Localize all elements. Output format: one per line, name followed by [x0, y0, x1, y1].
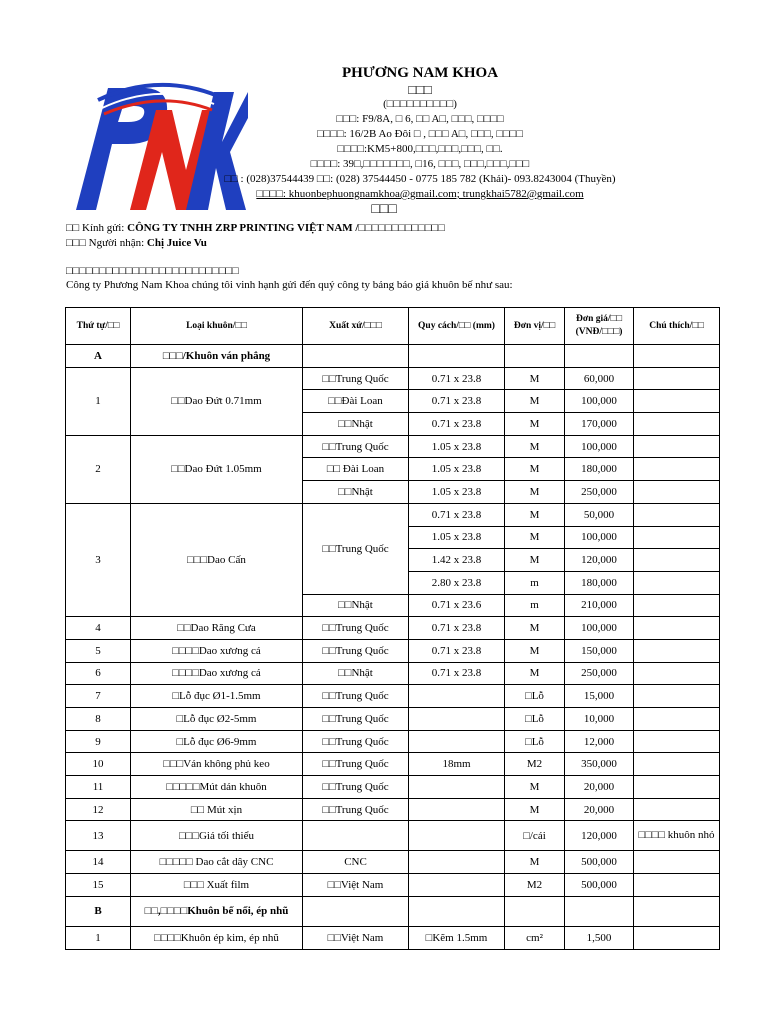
- cell-stt: 6: [66, 662, 131, 685]
- cell-price: 120,000: [565, 821, 634, 851]
- table-row: [66, 874, 720, 897]
- cell-note: [634, 390, 720, 413]
- recipient-company: [66, 221, 445, 235]
- cell-spec: 0.71 x 23.6: [409, 594, 505, 617]
- cell-note: [634, 458, 720, 481]
- cell-unit: M2: [505, 753, 565, 776]
- cell-note: [634, 798, 720, 821]
- cell-price: 20,000: [565, 798, 634, 821]
- cell-spec: 0.71 x 23.8: [409, 639, 505, 662]
- cell-note: [634, 708, 720, 731]
- col-header-note: Chú thích/□□: [634, 308, 720, 345]
- cell-stt: 2: [66, 435, 131, 503]
- cell-unit: M2: [505, 874, 565, 897]
- cell-spec: 1.42 x 23.8: [409, 549, 505, 572]
- table-row: [66, 798, 720, 821]
- cell-type: □□□□Dao xương cá: [131, 662, 303, 685]
- cell-type: □□Dao Đứt 0.71mm: [131, 367, 303, 435]
- cell-price: 250,000: [565, 662, 634, 685]
- cell-spec: 0.71 x 23.8: [409, 662, 505, 685]
- table-row: [66, 730, 720, 753]
- table-row: [66, 662, 720, 685]
- cell-spec: 0.71 x 23.8: [409, 503, 505, 526]
- cell-price: 100,000: [565, 390, 634, 413]
- cell-stt: 7: [66, 685, 131, 708]
- cell-spec: [409, 730, 505, 753]
- table-row: [66, 435, 720, 458]
- cell-price: 100,000: [565, 526, 634, 549]
- cell-type: □□□Dao Cấn: [131, 503, 303, 616]
- table-row: [66, 367, 720, 390]
- table-row: [66, 617, 720, 640]
- cell-type: □□Dao Đứt 1.05mm: [131, 435, 303, 503]
- cell-origin: □□Trung Quốc: [303, 639, 409, 662]
- cell-price: 120,000: [565, 549, 634, 572]
- cell-origin: □□Trung Quốc: [303, 798, 409, 821]
- cell-price: 60,000: [565, 367, 634, 390]
- cell-note: [634, 730, 720, 753]
- cell-note: [634, 776, 720, 799]
- cell-origin: □□Việt Nam: [303, 874, 409, 897]
- cell-note: □□□□ khuôn nhỏ: [634, 821, 720, 851]
- cell-note: [634, 874, 720, 897]
- cell-price: 20,000: [565, 776, 634, 799]
- cell-spec: 2.80 x 23.8: [409, 571, 505, 594]
- cell-origin: □□Trung Quốc: [303, 503, 409, 594]
- cell-origin: □□Trung Quốc: [303, 367, 409, 390]
- section-id: A: [66, 345, 131, 368]
- empty-cell: [565, 345, 634, 368]
- empty-cell: [303, 345, 409, 368]
- cell-type: □□□□□ Dao cắt dây CNC: [131, 851, 303, 874]
- section-name: □□,□□□□Khuôn bế nổi, ép nhũ: [131, 896, 303, 926]
- col-header-price: Đơn giá/□□ (VNĐ/□□□): [565, 308, 634, 345]
- cell-origin: □□Việt Nam: [303, 926, 409, 949]
- cell-origin: □□Nhật: [303, 481, 409, 504]
- cell-note: [634, 549, 720, 572]
- cell-origin: □□Nhật: [303, 413, 409, 436]
- cell-origin: □□Trung Quốc: [303, 753, 409, 776]
- cell-note: [634, 617, 720, 640]
- cell-price: 210,000: [565, 594, 634, 617]
- cell-spec: 1.05 x 23.8: [409, 458, 505, 481]
- cell-note: [634, 571, 720, 594]
- cell-origin: □□Nhật: [303, 594, 409, 617]
- cell-unit: M: [505, 526, 565, 549]
- company-name: PHƯƠNG NAM KHOA: [341, 65, 499, 81]
- cell-note: [634, 481, 720, 504]
- cell-price: 250,000: [565, 481, 634, 504]
- cell-spec: [409, 708, 505, 731]
- cell-unit: M: [505, 503, 565, 526]
- cell-type: □Lỗ đục Ø6-9mm: [131, 730, 303, 753]
- cell-spec: 1.05 x 23.8: [409, 435, 505, 458]
- address-line: □□□: F9/8A, □ 6, □□ A□, □□□, □□□□: [336, 113, 504, 125]
- cell-note: [634, 503, 720, 526]
- recipient-value: Chị Juice Vu: [146, 237, 207, 249]
- cell-note: [634, 435, 720, 458]
- cell-unit: M: [505, 639, 565, 662]
- cell-spec: [409, 821, 505, 851]
- price-table: [65, 307, 720, 950]
- contact-line: □□ : (028)37544439 □□: (028) 37544450 - 0775 185 782 (Khải)- 093.8243004 (Thuyền): [224, 173, 616, 185]
- cell-price: 500,000: [565, 874, 634, 897]
- cell-spec: [409, 851, 505, 874]
- cell-price: 350,000: [565, 753, 634, 776]
- table-header-row: [66, 308, 720, 345]
- empty-cell: [634, 345, 720, 368]
- cell-price: 15,000: [565, 685, 634, 708]
- cell-type: □□□□Khuôn ép kim, ép nhũ: [131, 926, 303, 949]
- cell-unit: M: [505, 549, 565, 572]
- address-line: □□□□: 39□,□□□□□□□, □16, □□□, □□□,□□□,□□□: [310, 158, 530, 170]
- cell-type: □Lỗ đục Ø2-5mm: [131, 708, 303, 731]
- table-section-row: [66, 345, 720, 368]
- cell-price: 180,000: [565, 458, 634, 481]
- cell-note: [634, 685, 720, 708]
- col-header-stt: Thứ tự/□□: [66, 308, 131, 345]
- cell-stt: 8: [66, 708, 131, 731]
- company-sub: (□□□□□□□□□□): [383, 98, 457, 110]
- table-row: [66, 851, 720, 874]
- col-header-origin: Xuất xứ/□□□: [303, 308, 409, 345]
- empty-cell: [505, 896, 565, 926]
- cell-origin: □□Trung Quốc: [303, 617, 409, 640]
- empty-cell: [505, 345, 565, 368]
- col-header-type: Loại khuôn/□□: [131, 308, 303, 345]
- cell-origin: □□ Đài Loan: [303, 458, 409, 481]
- cell-unit: M: [505, 390, 565, 413]
- table-section-row: [66, 896, 720, 926]
- section-id: B: [66, 896, 131, 926]
- table-row: [66, 639, 720, 662]
- cell-type: □□Dao Răng Cưa: [131, 617, 303, 640]
- cell-price: 180,000: [565, 571, 634, 594]
- empty-cell: [634, 896, 720, 926]
- company-name-cjk: □□□: [408, 82, 432, 97]
- cell-origin: [303, 821, 409, 851]
- table-row: [66, 685, 720, 708]
- cell-unit: □Lỗ: [505, 730, 565, 753]
- cell-stt: 1: [66, 926, 131, 949]
- table-row: [66, 708, 720, 731]
- cell-price: 50,000: [565, 503, 634, 526]
- cell-type: □□□Giá tối thiểu: [131, 821, 303, 851]
- cell-unit: □/cái: [505, 821, 565, 851]
- cell-stt: 13: [66, 821, 131, 851]
- cell-spec: 0.71 x 23.8: [409, 390, 505, 413]
- to-value: CÔNG TY TNHH ZRP PRINTING VIỆT NAM /□□□□□□□□□□□□□: [127, 222, 445, 234]
- cell-stt: 1: [66, 367, 131, 435]
- cell-unit: cm²: [505, 926, 565, 949]
- empty-cell: [409, 896, 505, 926]
- cell-stt: 4: [66, 617, 131, 640]
- empty-cell: [303, 896, 409, 926]
- table-row: [66, 503, 720, 526]
- cell-origin: □□Trung Quốc: [303, 685, 409, 708]
- intro-vi: Công ty Phương Nam Khoa chúng tôi vinh hạnh gửi đến quý công ty bảng báo giá khuôn bế như sau:: [66, 279, 513, 291]
- cell-spec: 1.05 x 23.8: [409, 481, 505, 504]
- cell-price: 100,000: [565, 617, 634, 640]
- cell-origin: □□Nhật: [303, 662, 409, 685]
- cell-stt: 15: [66, 874, 131, 897]
- cell-spec: 18mm: [409, 753, 505, 776]
- cell-origin: □□Trung Quốc: [303, 776, 409, 799]
- cell-type: □□□□Dao xương cá: [131, 639, 303, 662]
- empty-cell: [409, 345, 505, 368]
- cell-note: [634, 851, 720, 874]
- cell-unit: m: [505, 571, 565, 594]
- table-row: [66, 926, 720, 949]
- address-line: □□□□:KM5+800,□□□,□□□,□□□, □□.: [337, 143, 503, 155]
- cell-origin: □□Trung Quốc: [303, 708, 409, 731]
- cell-note: [634, 526, 720, 549]
- cell-unit: M: [505, 413, 565, 436]
- cell-note: [634, 753, 720, 776]
- cell-price: 500,000: [565, 851, 634, 874]
- cell-unit: m: [505, 594, 565, 617]
- cell-price: 100,000: [565, 435, 634, 458]
- cell-origin: CNC: [303, 851, 409, 874]
- cell-type: □□□ Xuất film: [131, 874, 303, 897]
- col-header-unit: Đơn vị/□□: [505, 308, 565, 345]
- cell-unit: M: [505, 458, 565, 481]
- table-row: [66, 821, 720, 851]
- recipient-label: □□□ Người nhận:: [66, 237, 147, 249]
- cell-unit: M: [505, 662, 565, 685]
- cell-unit: M: [505, 851, 565, 874]
- cell-price: 170,000: [565, 413, 634, 436]
- to-label: □□ Kính gửi:: [66, 222, 128, 234]
- cell-spec: 0.71 x 23.8: [409, 617, 505, 640]
- cell-unit: □Lỗ: [505, 685, 565, 708]
- cell-stt: 11: [66, 776, 131, 799]
- cell-origin: □□Trung Quốc: [303, 435, 409, 458]
- table-body: [66, 345, 720, 950]
- cell-type: □□□Ván không phủ keo: [131, 753, 303, 776]
- cell-origin: □□Đài Loan: [303, 390, 409, 413]
- cell-spec: [409, 798, 505, 821]
- recipient-person: [66, 236, 207, 250]
- cell-unit: M: [505, 367, 565, 390]
- cell-note: [634, 367, 720, 390]
- cell-spec: □Kẽm 1.5mm: [409, 926, 505, 949]
- section-name: □□□/Khuôn ván phẳng: [131, 345, 303, 368]
- cell-spec: [409, 685, 505, 708]
- cell-stt: 3: [66, 503, 131, 616]
- cell-stt: 14: [66, 851, 131, 874]
- col-header-spec: Quy cách/□□ (mm): [409, 308, 505, 345]
- cell-unit: M: [505, 776, 565, 799]
- cell-type: □□ Mút xịn: [131, 798, 303, 821]
- cell-unit: M: [505, 435, 565, 458]
- cell-origin: □□Trung Quốc: [303, 730, 409, 753]
- address-line: □□□□: 16/2B Ao Đôi □ , □□□ A□, □□□, □□□□: [317, 128, 523, 140]
- cell-note: [634, 662, 720, 685]
- cell-note: [634, 926, 720, 949]
- email-line[interactable]: □□□□: khuonbephuongnamkhoa@gmail.com; trungkhai5782@gmail.com: [256, 188, 584, 200]
- cell-stt: 9: [66, 730, 131, 753]
- cell-spec: [409, 776, 505, 799]
- document-title: □□□: [371, 202, 397, 217]
- empty-cell: [565, 896, 634, 926]
- cell-spec: 0.71 x 23.8: [409, 413, 505, 436]
- cell-spec: 0.71 x 23.8: [409, 367, 505, 390]
- table-row: [66, 753, 720, 776]
- cell-price: 12,000: [565, 730, 634, 753]
- cell-unit: M: [505, 798, 565, 821]
- cell-price: 150,000: [565, 639, 634, 662]
- cell-note: [634, 413, 720, 436]
- intro-cjk: □□□□□□□□□□□□□□□□□□□□□□□□□□: [66, 265, 239, 277]
- cell-stt: 5: [66, 639, 131, 662]
- cell-type: □Lỗ đục Ø1-1.5mm: [131, 685, 303, 708]
- cell-unit: □Lỗ: [505, 708, 565, 731]
- cell-type: □□□□□Mút dán khuôn: [131, 776, 303, 799]
- cell-price: 10,000: [565, 708, 634, 731]
- cell-stt: 10: [66, 753, 131, 776]
- cell-unit: M: [505, 481, 565, 504]
- cell-spec: [409, 874, 505, 897]
- table-row: [66, 776, 720, 799]
- cell-price: 1,500: [565, 926, 634, 949]
- cell-unit: M: [505, 617, 565, 640]
- cell-spec: 1.05 x 23.8: [409, 526, 505, 549]
- cell-note: [634, 639, 720, 662]
- cell-note: [634, 594, 720, 617]
- cell-stt: 12: [66, 798, 131, 821]
